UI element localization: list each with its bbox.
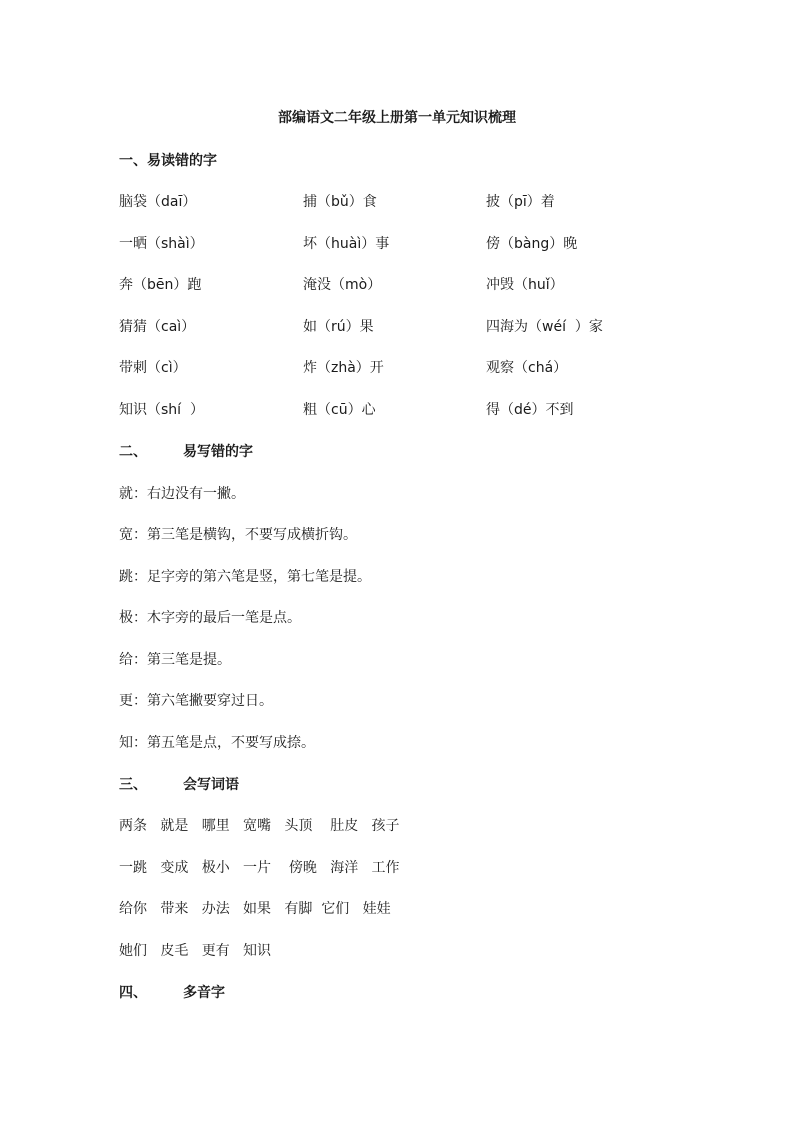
list-item: 就：右边没有一撇。 xyxy=(119,486,245,502)
word-row: 给你 带来 办法 如果 有脚 它们 娃娃 xyxy=(119,901,391,917)
section-number: 四、 xyxy=(119,985,147,1001)
table-cell: 傍（bàng）晚 xyxy=(486,236,578,252)
word-row: 两条 就是 哪里 宽嘴 头顶 肚皮 孩子 xyxy=(119,818,400,834)
document-title: 部编语文二年级上册第一单元知识梳理 xyxy=(278,110,516,126)
list-item: 跳：足字旁的第六笔是竖，第七笔是提。 xyxy=(119,569,371,585)
table-cell: 得（dé）不到 xyxy=(486,402,574,418)
table-cell: 一晒（shàì） xyxy=(119,236,204,252)
list-item: 知：第五笔是点，不要写成捺。 xyxy=(119,735,315,751)
table-cell: 冲毁（huǐ） xyxy=(486,277,564,293)
table-cell: 捕（bǔ）食 xyxy=(303,194,377,210)
table-cell: 淹没（mò） xyxy=(303,277,382,293)
table-cell: 如（rú）果 xyxy=(303,319,374,335)
section-heading-2 xyxy=(119,443,253,461)
list-item: 极：木字旁的最后一笔是点。 xyxy=(119,610,301,626)
section-title: 多音字 xyxy=(183,985,225,1001)
table-cell: 知识（shí ） xyxy=(119,402,204,418)
section-heading-4 xyxy=(119,984,225,1002)
section-heading-3 xyxy=(119,776,239,794)
table-cell: 炸（zhà）开 xyxy=(303,360,384,376)
table-cell: 坏（huàì）事 xyxy=(303,236,390,252)
table-cell: 带刺（cì） xyxy=(119,360,187,376)
table-cell: 四海为（wéí ）家 xyxy=(486,319,603,335)
section-title: 会写词语 xyxy=(183,777,239,793)
section-number: 三、 xyxy=(119,777,147,793)
section-heading-1: 一、易读错的字 xyxy=(119,153,217,169)
table-cell: 披（pī）着 xyxy=(486,194,555,210)
list-item: 宽：第三笔是横钩，不要写成横折钩。 xyxy=(119,527,357,543)
table-cell: 粗（cū）心 xyxy=(303,402,376,418)
list-item: 给：第三笔是提。 xyxy=(119,652,231,668)
list-item: 更：第六笔撇要穿过日。 xyxy=(119,693,273,709)
table-cell: 脑袋（daī） xyxy=(119,194,197,210)
table-cell: 猜猜（caì） xyxy=(119,319,196,335)
section-number: 二、 xyxy=(119,444,147,460)
table-cell: 奔（bēn）跑 xyxy=(119,277,202,293)
section-title: 易写错的字 xyxy=(183,444,253,460)
word-row: 她们 皮毛 更有 知识 xyxy=(119,943,272,959)
word-row: 一跳 变成 极小 一片 傍晚 海洋 工作 xyxy=(119,860,400,876)
table-cell: 观察（chá） xyxy=(486,360,568,376)
